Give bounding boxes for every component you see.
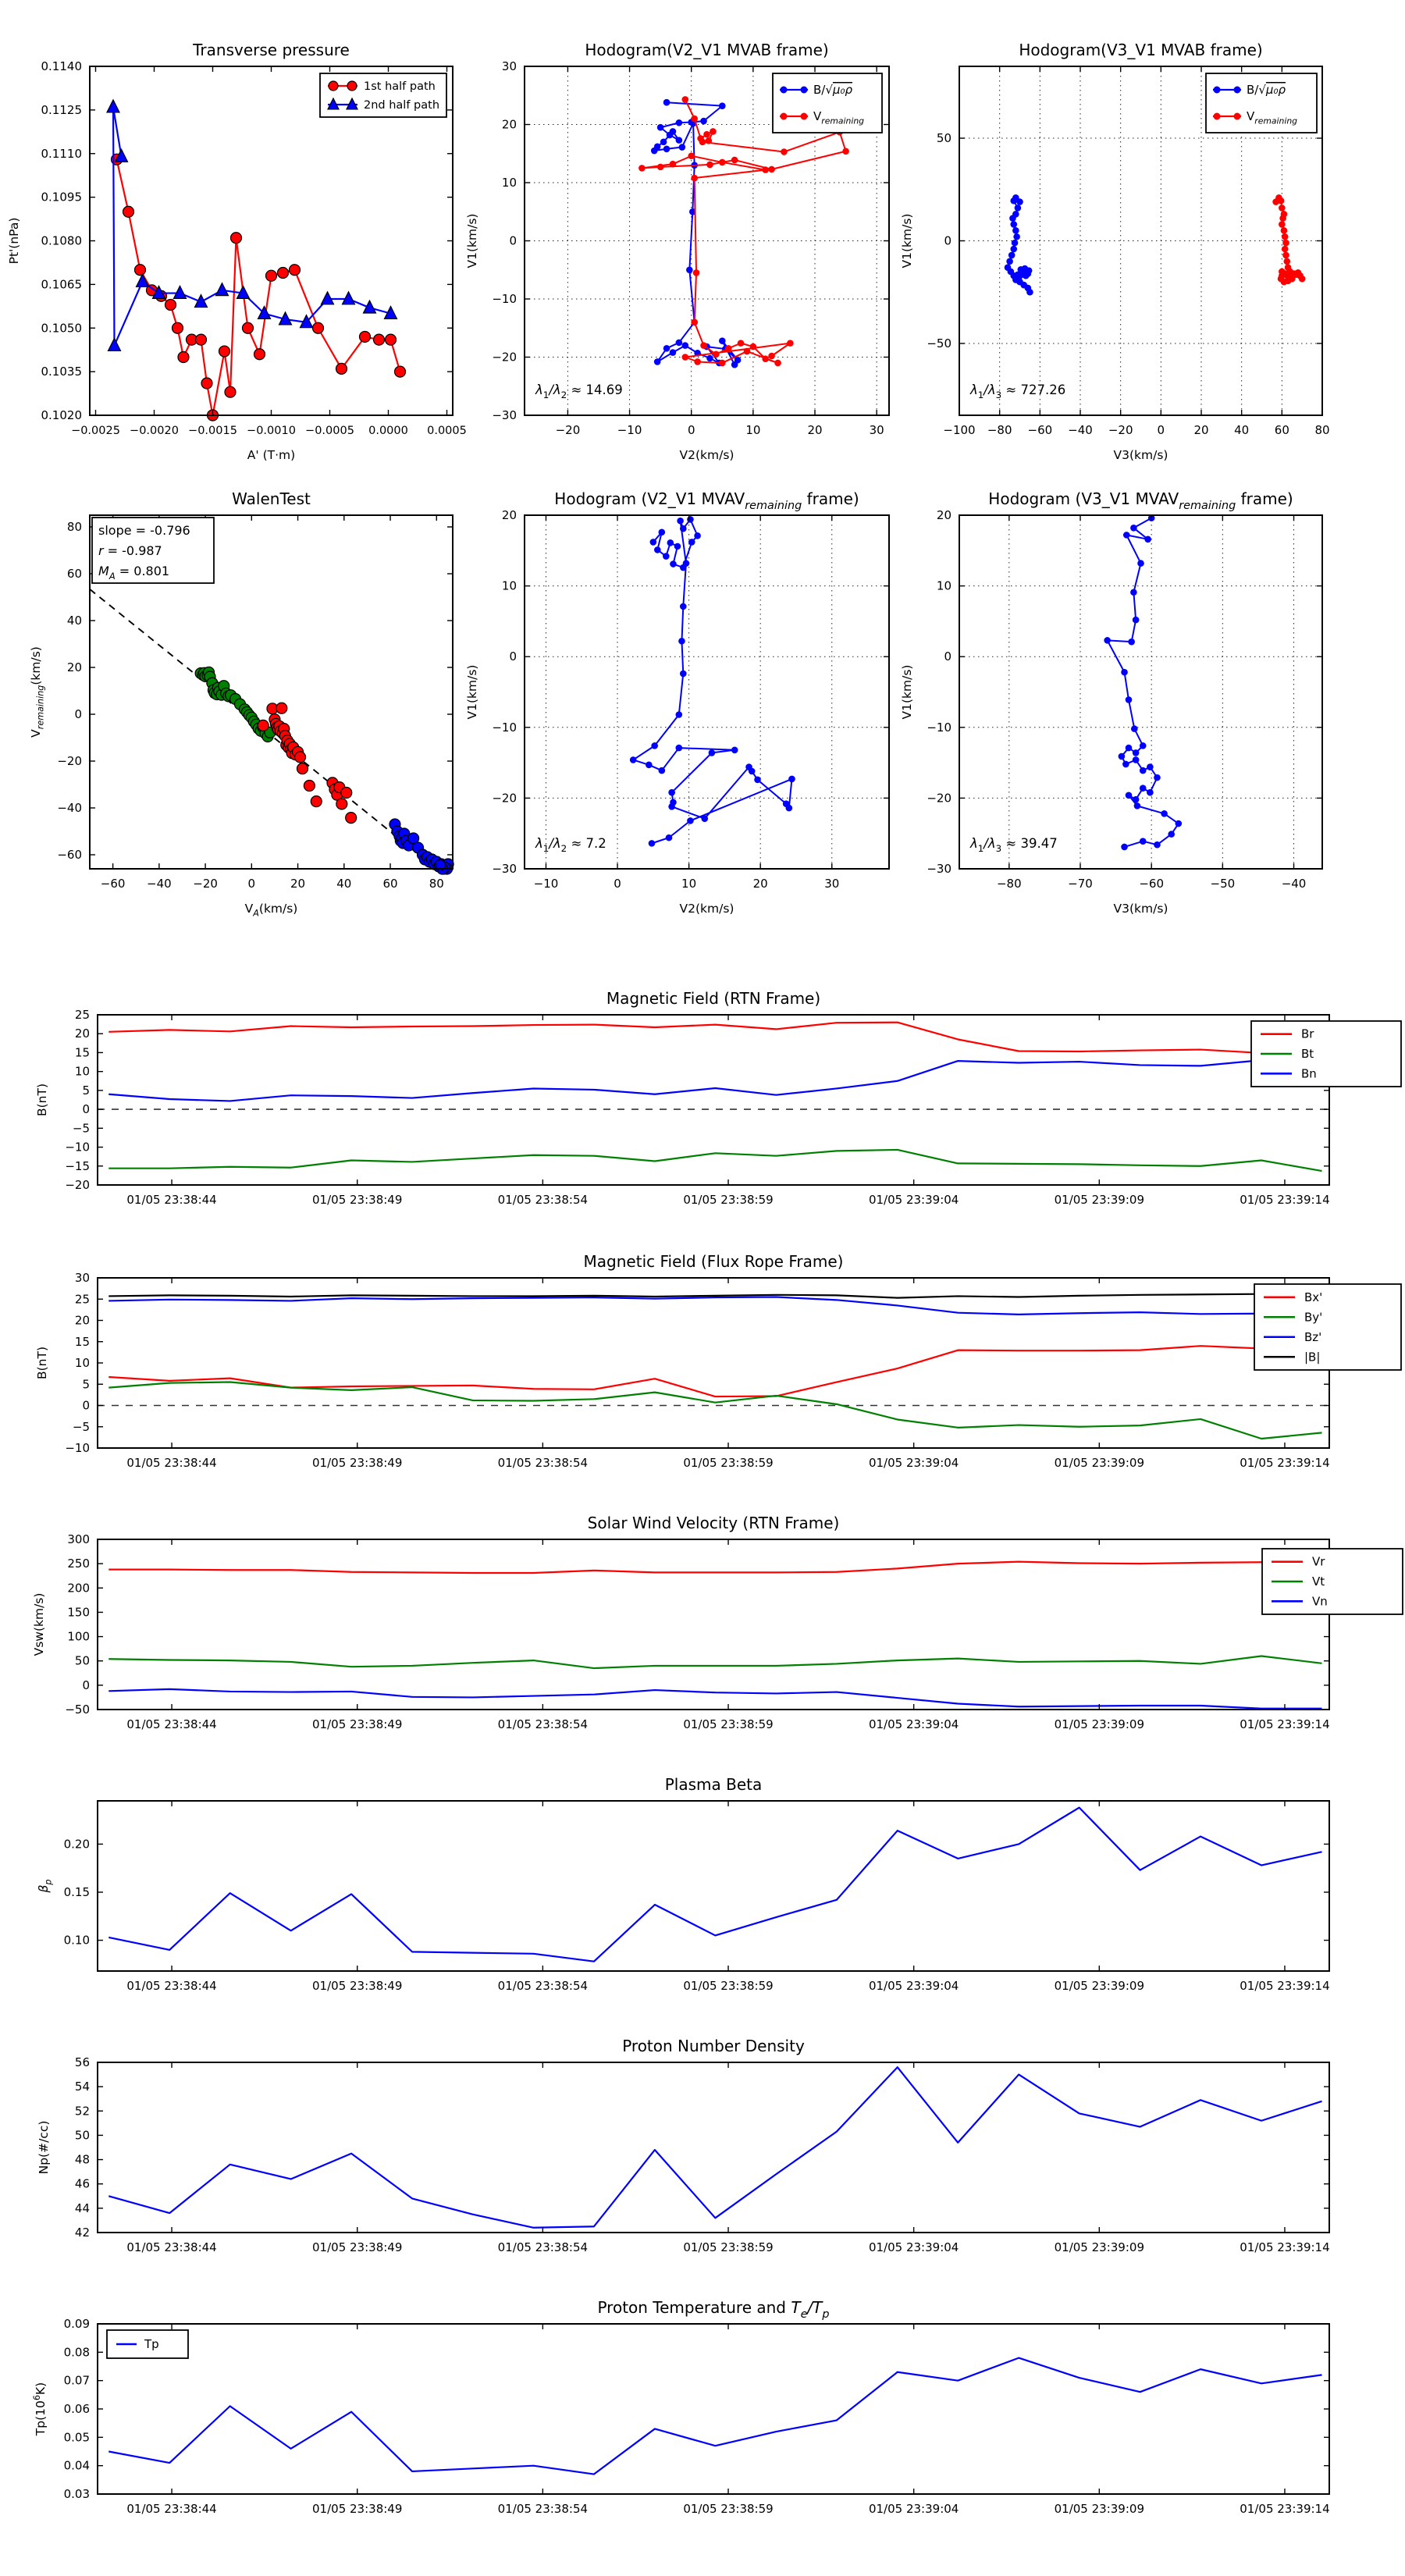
y-tick-label: −30 — [492, 408, 517, 422]
y-axis-label: B(nT) — [35, 1346, 49, 1380]
lambda-ratio-annotation: $\lambda_1/\lambda_2 \approx 7.2$ — [535, 835, 606, 854]
y-tick-label: −10 — [492, 720, 517, 735]
x-tick-label: 01/05 23:39:04 — [868, 1979, 959, 1993]
legend-label: |B| — [1304, 1350, 1321, 1364]
y-tick-label: 44 — [74, 2201, 90, 2215]
hodogram-v3v1-mvav-title: Hodogram (V3_V1 $MVAV_{remaining}$ frame) — [988, 489, 1293, 512]
x-tick-label: 01/05 23:38:54 — [497, 2502, 589, 2516]
hodogram-v3v1-mvav-plot — [900, 489, 1322, 916]
x-tick-label: 01/05 23:39:14 — [1240, 1717, 1330, 1731]
axes-frame — [959, 515, 1322, 869]
y-tick-label: 20 — [501, 508, 517, 522]
y-tick-label: 5 — [82, 1083, 90, 1098]
y-axis-label: V1(km/s) — [465, 664, 479, 720]
series-Vt — [108, 1656, 1321, 1668]
y-tick-label: 50 — [74, 2128, 90, 2143]
lambda-ratio-annotation: $\lambda_1/\lambda_3 \approx 39.47$ — [969, 835, 1058, 854]
plasma-beta — [37, 1775, 1330, 1993]
magnetic-field-flux-rope-plot — [35, 1252, 1330, 1470]
axes-frame — [98, 2062, 1329, 2233]
x-axis-label: $V_A(km/s)$ — [244, 902, 298, 919]
x-tick-label: 01/05 23:39:14 — [1240, 2240, 1330, 2254]
x-tick-label: 20 — [752, 877, 768, 891]
series-beta-p — [108, 1808, 1321, 1962]
stats-box — [92, 518, 214, 583]
y-tick-label: −30 — [927, 862, 951, 876]
y-tick-label: 40 — [66, 614, 82, 628]
y-tick-label: −10 — [65, 1441, 90, 1455]
x-tick-label: −80 — [996, 877, 1022, 891]
x-tick-label: 30 — [824, 877, 840, 891]
x-tick-label: 01/05 23:38:49 — [312, 1717, 403, 1731]
series-Bz-prime — [108, 1297, 1321, 1317]
hodogram-v3v1-mvav — [900, 489, 1322, 916]
x-tick-label: 80 — [1314, 423, 1330, 437]
axes-frame — [98, 1539, 1329, 1710]
y-tick-label: 0.09 — [63, 2317, 90, 2331]
y-tick-label: −20 — [492, 791, 517, 806]
axis-ticks — [492, 508, 889, 891]
series-cluster-blue — [389, 819, 454, 874]
y-axis-label: V1(km/s) — [900, 213, 914, 269]
x-tick-label: 60 — [1274, 423, 1289, 437]
hodogram-v2v1-mvab — [465, 41, 889, 462]
y-tick-label: 0 — [82, 1678, 90, 1692]
x-tick-label: 01/05 23:39:04 — [868, 1717, 959, 1731]
magnetic-field-flux-rope-title: Magnetic Field (Flux Rope Frame) — [583, 1252, 844, 1271]
series-Np — [108, 2067, 1321, 2228]
y-axis-label: V1(km/s) — [900, 664, 914, 720]
y-tick-label: 0 — [82, 1102, 90, 1117]
transverse-pressure — [7, 41, 467, 462]
legend-label: $V_{remaining}$ — [813, 109, 865, 126]
plasma-beta-title: Plasma Beta — [664, 1775, 763, 1794]
y-tick-label: 100 — [67, 1629, 90, 1644]
y-tick-label: 150 — [67, 1605, 90, 1620]
x-tick-label: 0 — [687, 423, 695, 437]
x-tick-label: 01/05 23:38:44 — [126, 2502, 217, 2516]
x-tick-label: 01/05 23:39:09 — [1054, 1193, 1145, 1207]
y-tick-label: 0.1095 — [41, 190, 82, 205]
x-tick-label: 30 — [869, 423, 884, 437]
x-tick-label: 40 — [1234, 423, 1250, 437]
axis-ticks — [64, 2317, 1330, 2516]
y-tick-label: 10 — [74, 1064, 90, 1079]
x-axis-label: V3(km/s) — [1113, 448, 1168, 462]
y-axis-label: Pt'(nPa) — [7, 217, 21, 265]
x-tick-label: 10 — [681, 877, 697, 891]
x-tick-label: 01/05 23:39:04 — [868, 2502, 959, 2516]
axes-frame — [98, 1015, 1329, 1185]
y-tick-label: 46 — [74, 2176, 90, 2191]
legend-label: Vt — [1312, 1574, 1325, 1589]
series-v-remaining — [1272, 194, 1305, 285]
series-Vr — [108, 1561, 1321, 1573]
x-tick-label: 01/05 23:38:54 — [497, 1979, 589, 1993]
x-tick-label: 01/05 23:39:14 — [1240, 1456, 1330, 1470]
y-tick-label: 10 — [936, 578, 951, 593]
x-tick-label: 01/05 23:38:49 — [312, 1456, 403, 1470]
x-tick-label: −20 — [193, 877, 218, 891]
y-tick-label: 30 — [74, 1271, 90, 1285]
y-tick-label: 25 — [74, 1292, 90, 1307]
hodogram-v2v1-mvav-plot — [465, 489, 889, 916]
y-axis-label: Vsw(km/s) — [32, 1592, 46, 1656]
y-tick-label: 0 — [944, 233, 951, 248]
x-tick-label: 01/05 23:38:44 — [126, 2240, 217, 2254]
x-tick-label: 01/05 23:38:44 — [126, 1979, 217, 1993]
x-tick-label: 01/05 23:38:44 — [126, 1193, 217, 1207]
legend — [320, 73, 446, 117]
series-Bt — [108, 1150, 1321, 1171]
series-second-half-path — [107, 100, 397, 350]
x-tick-label: 10 — [745, 423, 761, 437]
legend-label: Bn — [1301, 1066, 1317, 1081]
x-tick-label: 01/05 23:38:49 — [312, 2502, 403, 2516]
y-tick-label: 20 — [66, 660, 82, 674]
y-tick-label: −30 — [492, 862, 517, 876]
x-tick-label: −40 — [1281, 877, 1307, 891]
x-tick-label: 0.0005 — [427, 425, 467, 437]
x-tick-label: −60 — [100, 877, 126, 891]
axes-frame — [98, 1278, 1329, 1448]
y-tick-label: 300 — [67, 1532, 90, 1546]
legend-label: B/√μ₀ρ — [813, 83, 852, 97]
y-tick-label: 0.1020 — [41, 408, 82, 422]
series-first-half-path — [112, 154, 406, 421]
y-tick-label: 20 — [501, 117, 517, 132]
legend — [773, 73, 882, 133]
y-tick-label: 20 — [936, 508, 951, 522]
axis-ticks — [65, 1532, 1329, 1731]
x-tick-label: 01/05 23:38:49 — [312, 1979, 403, 1993]
y-tick-label: 0 — [509, 233, 517, 248]
legend-label: Tp — [144, 2337, 159, 2351]
y-tick-label: −5 — [72, 1121, 90, 1136]
proton-number-density — [37, 2037, 1330, 2254]
x-tick-label: 01/05 23:38:59 — [683, 1193, 774, 1207]
x-tick-label: 01/05 23:38:59 — [683, 1456, 774, 1470]
x-tick-label: 0 — [614, 877, 621, 891]
y-tick-label: 15 — [74, 1334, 90, 1349]
y-tick-label: 15 — [74, 1045, 90, 1060]
y-tick-label: 0.1140 — [41, 59, 82, 73]
proton-temperature — [32, 2298, 1330, 2516]
legend-label: Bz' — [1304, 1329, 1322, 1344]
x-tick-label: 01/05 23:38:54 — [497, 1456, 589, 1470]
walen-test-plot — [29, 489, 453, 919]
x-tick-label: −50 — [1210, 877, 1236, 891]
y-tick-label: 42 — [74, 2226, 90, 2240]
y-tick-label: 80 — [66, 520, 82, 534]
y-tick-label: 25 — [74, 1008, 90, 1022]
x-tick-label: −0.0010 — [247, 425, 296, 437]
series-Bn — [108, 1054, 1321, 1101]
y-tick-label: 0.03 — [63, 2487, 90, 2501]
y-axis-label: B(nT) — [35, 1083, 49, 1117]
legend — [1251, 1021, 1401, 1087]
y-tick-label: −15 — [65, 1158, 90, 1173]
legend-label: Vn — [1312, 1594, 1328, 1609]
y-tick-label: −20 — [57, 754, 82, 768]
y-tick-label: 48 — [74, 2152, 90, 2167]
legend-label: 2nd half path — [364, 99, 440, 112]
y-tick-label: 0.05 — [63, 2430, 90, 2445]
x-tick-label: 01/05 23:38:44 — [126, 1717, 217, 1731]
walen-test — [29, 489, 453, 919]
legend-label: B/√μ₀ρ — [1247, 83, 1286, 97]
x-tick-label: 01/05 23:38:54 — [497, 1193, 589, 1207]
y-tick-label: −50 — [927, 336, 951, 350]
y-tick-label: 54 — [74, 2080, 90, 2094]
y-tick-label: 0.08 — [63, 2345, 90, 2360]
x-axis-label: V2(km/s) — [679, 902, 735, 916]
x-tick-label: 01/05 23:38:49 — [312, 1193, 403, 1207]
series-By-prime — [108, 1382, 1321, 1439]
x-tick-label: −20 — [1108, 423, 1133, 437]
series-Tp — [108, 2358, 1321, 2475]
series-b-alfven — [1005, 194, 1033, 296]
svg-text:slope = -0.796: slope = -0.796 — [98, 523, 190, 538]
y-tick-label: 56 — [74, 2055, 90, 2069]
magnetic-field-rtn — [35, 989, 1330, 1207]
x-tick-label: −0.0015 — [188, 425, 237, 437]
series-Vn — [108, 1689, 1321, 1709]
transverse-pressure-plot — [7, 41, 467, 462]
magnetic-field-rtn-plot — [35, 989, 1330, 1207]
x-tick-label: −10 — [617, 423, 642, 437]
x-tick-label: 01/05 23:38:44 — [126, 1456, 217, 1470]
y-tick-label: 0.1110 — [41, 146, 82, 161]
y-axis-label: V1(km/s) — [465, 213, 479, 269]
hodogram-v2v1-mvav — [465, 489, 889, 916]
series-v-remaining — [1104, 514, 1182, 850]
series-Bx-prime — [108, 1346, 1321, 1397]
y-tick-label: −20 — [927, 791, 951, 806]
y-tick-label: 0.1125 — [41, 102, 82, 117]
y-tick-label: 0.15 — [63, 1885, 90, 1900]
legend-label: Vr — [1312, 1554, 1325, 1569]
x-tick-label: 01/05 23:39:09 — [1054, 1456, 1145, 1470]
hodogram-v2v1-mvab-plot — [465, 41, 889, 462]
x-tick-label: 01/05 23:38:59 — [683, 1717, 774, 1731]
y-tick-label: 0.1080 — [41, 233, 82, 248]
y-tick-label: 0.1050 — [41, 321, 82, 336]
x-axis-label: V3(km/s) — [1113, 902, 1168, 916]
x-tick-label: 01/05 23:38:59 — [683, 2502, 774, 2516]
x-tick-label: −60 — [1139, 877, 1165, 891]
x-tick-label: 40 — [336, 877, 352, 891]
x-tick-label: −0.0005 — [305, 425, 354, 437]
legend — [1206, 73, 1317, 133]
y-tick-label: 0.07 — [63, 2373, 90, 2388]
legend-label: 1st half path — [364, 80, 436, 93]
axis-ticks — [65, 1008, 1329, 1207]
x-tick-label: 01/05 23:38:54 — [497, 1717, 589, 1731]
x-tick-label: 01/05 23:39:04 — [868, 1456, 959, 1470]
x-tick-label: −60 — [1027, 423, 1053, 437]
x-tick-label: −70 — [1068, 877, 1093, 891]
legend — [107, 2330, 188, 2358]
y-tick-label: 0 — [509, 649, 517, 664]
y-tick-label: 20 — [74, 1313, 90, 1328]
series-v-remaining — [630, 516, 795, 847]
x-tick-label: 01/05 23:38:59 — [683, 1979, 774, 1993]
y-tick-label: 5 — [82, 1377, 90, 1392]
y-tick-label: −20 — [492, 350, 517, 365]
x-tick-label: 01/05 23:39:04 — [868, 1193, 959, 1207]
x-tick-label: 01/05 23:39:14 — [1240, 1979, 1330, 1993]
svg-text:MA = 0.801: $M_A = 0.801$ — [98, 564, 170, 582]
x-tick-label: 01/05 23:39:09 — [1054, 2240, 1145, 2254]
y-tick-label: 0.06 — [63, 2402, 90, 2416]
legend — [1262, 1549, 1403, 1614]
y-tick-label: 250 — [67, 1557, 90, 1571]
x-tick-label: −100 — [943, 423, 976, 437]
y-axis-label: Np(#/cc) — [37, 2120, 51, 2175]
x-tick-label: −0.0025 — [71, 425, 120, 437]
y-tick-label: 0.04 — [63, 2458, 90, 2473]
axis-ticks — [75, 2055, 1330, 2254]
legend-label: Br — [1301, 1026, 1314, 1041]
y-tick-label: 20 — [74, 1026, 90, 1041]
y-tick-label: 0.10 — [63, 1933, 90, 1948]
y-tick-label: 10 — [501, 176, 517, 190]
x-tick-label: 01/05 23:39:09 — [1054, 1979, 1145, 1993]
y-tick-label: 0.20 — [63, 1837, 90, 1852]
walen-test-title: WalenTest — [232, 489, 311, 508]
x-tick-label: 01/05 23:39:14 — [1240, 2502, 1330, 2516]
x-tick-label: 01/05 23:39:09 — [1054, 1717, 1145, 1731]
legend-label: Bt — [1301, 1047, 1314, 1061]
proton-temperature-plot — [32, 2298, 1330, 2516]
y-tick-label: −50 — [65, 1703, 90, 1717]
y-tick-label: 50 — [74, 1653, 90, 1668]
svg-text:r = -0.987: r = -0.987 — [98, 543, 162, 558]
magnetic-field-flux-rope — [35, 1252, 1330, 1470]
hodogram-v3v1-mvab-plot — [900, 41, 1330, 462]
proton-number-density-title: Proton Number Density — [622, 2037, 805, 2055]
y-tick-label: −10 — [492, 292, 517, 306]
y-tick-label: 52 — [74, 2104, 90, 2119]
y-tick-label: 50 — [936, 131, 951, 146]
y-tick-label: −60 — [57, 848, 82, 862]
solar-wind-velocity-plot — [32, 1514, 1330, 1731]
y-tick-label: 10 — [74, 1356, 90, 1370]
legend — [1254, 1284, 1401, 1370]
y-tick-label: 30 — [501, 59, 517, 73]
gridlines — [959, 515, 1322, 869]
y-axis-label: $V_{remaining}(km/s)$ — [29, 646, 46, 738]
y-tick-label: −10 — [927, 720, 951, 735]
x-axis-label: V2(km/s) — [679, 448, 735, 462]
x-tick-label: 60 — [382, 877, 398, 891]
x-tick-label: 01/05 23:38:49 — [312, 2240, 403, 2254]
axis-ticks — [64, 1801, 1330, 1993]
y-tick-label: −40 — [57, 801, 82, 815]
x-tick-label: 01/05 23:39:14 — [1240, 1193, 1330, 1207]
magnetic-field-rtn-title: Magnetic Field (RTN Frame) — [606, 989, 821, 1008]
x-axis-label: A' (T·m) — [247, 448, 296, 462]
series-cluster-red — [258, 703, 357, 823]
x-tick-label: 0.0000 — [368, 425, 408, 437]
x-tick-label: 20 — [807, 423, 823, 437]
y-tick-label: 0 — [82, 1398, 90, 1413]
x-tick-label: 80 — [429, 877, 444, 891]
hodogram-v3v1-mvab — [900, 41, 1330, 462]
hodogram-v2v1-mvab-title: Hodogram(V2_V1 MVAB frame) — [585, 41, 829, 59]
y-tick-label: 0 — [944, 649, 951, 664]
axes-frame — [98, 1801, 1329, 1971]
legend-label: By' — [1304, 1310, 1323, 1325]
x-tick-label: 01/05 23:38:54 — [497, 2240, 589, 2254]
x-tick-label: −0.0020 — [130, 425, 179, 437]
y-tick-label: −20 — [65, 1178, 90, 1192]
lambda-ratio-annotation: $\lambda_1/\lambda_3 \approx 727.26$ — [969, 382, 1066, 401]
x-tick-label: 0 — [247, 877, 256, 891]
transverse-pressure-title: Transverse pressure — [193, 41, 350, 59]
legend-label: Bx' — [1304, 1290, 1323, 1304]
axis-ticks — [927, 508, 1322, 891]
x-tick-label: −20 — [555, 423, 581, 437]
x-tick-label: −40 — [1068, 423, 1093, 437]
series-Br — [108, 1023, 1321, 1053]
y-tick-label: 10 — [501, 578, 517, 593]
y-tick-label: 0.1065 — [41, 277, 82, 292]
x-tick-label: 20 — [290, 877, 306, 891]
y-tick-label: 0.1035 — [41, 365, 82, 379]
x-tick-label: −80 — [987, 423, 1012, 437]
y-tick-label: 200 — [67, 1581, 90, 1596]
x-tick-label: 01/05 23:39:09 — [1054, 2502, 1145, 2516]
x-tick-label: 01/05 23:38:59 — [683, 2240, 774, 2254]
y-tick-label: 0 — [74, 707, 82, 721]
solar-wind-velocity — [32, 1514, 1330, 1731]
y-tick-label: −10 — [65, 1140, 90, 1155]
solar-wind-velocity-title: Solar Wind Velocity (RTN Frame) — [587, 1514, 840, 1532]
hodogram-v3v1-mvab-title: Hodogram(V3_V1 MVAB frame) — [1019, 41, 1263, 59]
x-tick-label: −10 — [533, 877, 559, 891]
y-axis-label: $Tp(10^6K)$ — [32, 2382, 48, 2436]
hodogram-v2v1-mvav-title: Hodogram (V2_V1 $MVAV_{remaining}$ frame) — [554, 489, 859, 512]
x-tick-label: 01/05 23:39:04 — [868, 2240, 959, 2254]
x-tick-label: −40 — [147, 877, 172, 891]
lambda-ratio-annotation: $\lambda_1/\lambda_2 \approx 14.69$ — [535, 382, 623, 401]
x-tick-label: 20 — [1193, 423, 1209, 437]
y-axis-label: $\beta_p$ — [37, 1879, 54, 1893]
proton-temperature-title: Proton Temperature and $T_e/T_p$ — [597, 2298, 830, 2321]
axes-frame — [98, 2324, 1329, 2494]
y-tick-label: −5 — [72, 1419, 90, 1434]
x-tick-label: 0 — [1157, 423, 1165, 437]
proton-number-density-plot — [37, 2037, 1330, 2254]
y-tick-label: 60 — [66, 567, 82, 581]
legend-label: $V_{remaining}$ — [1247, 109, 1298, 126]
